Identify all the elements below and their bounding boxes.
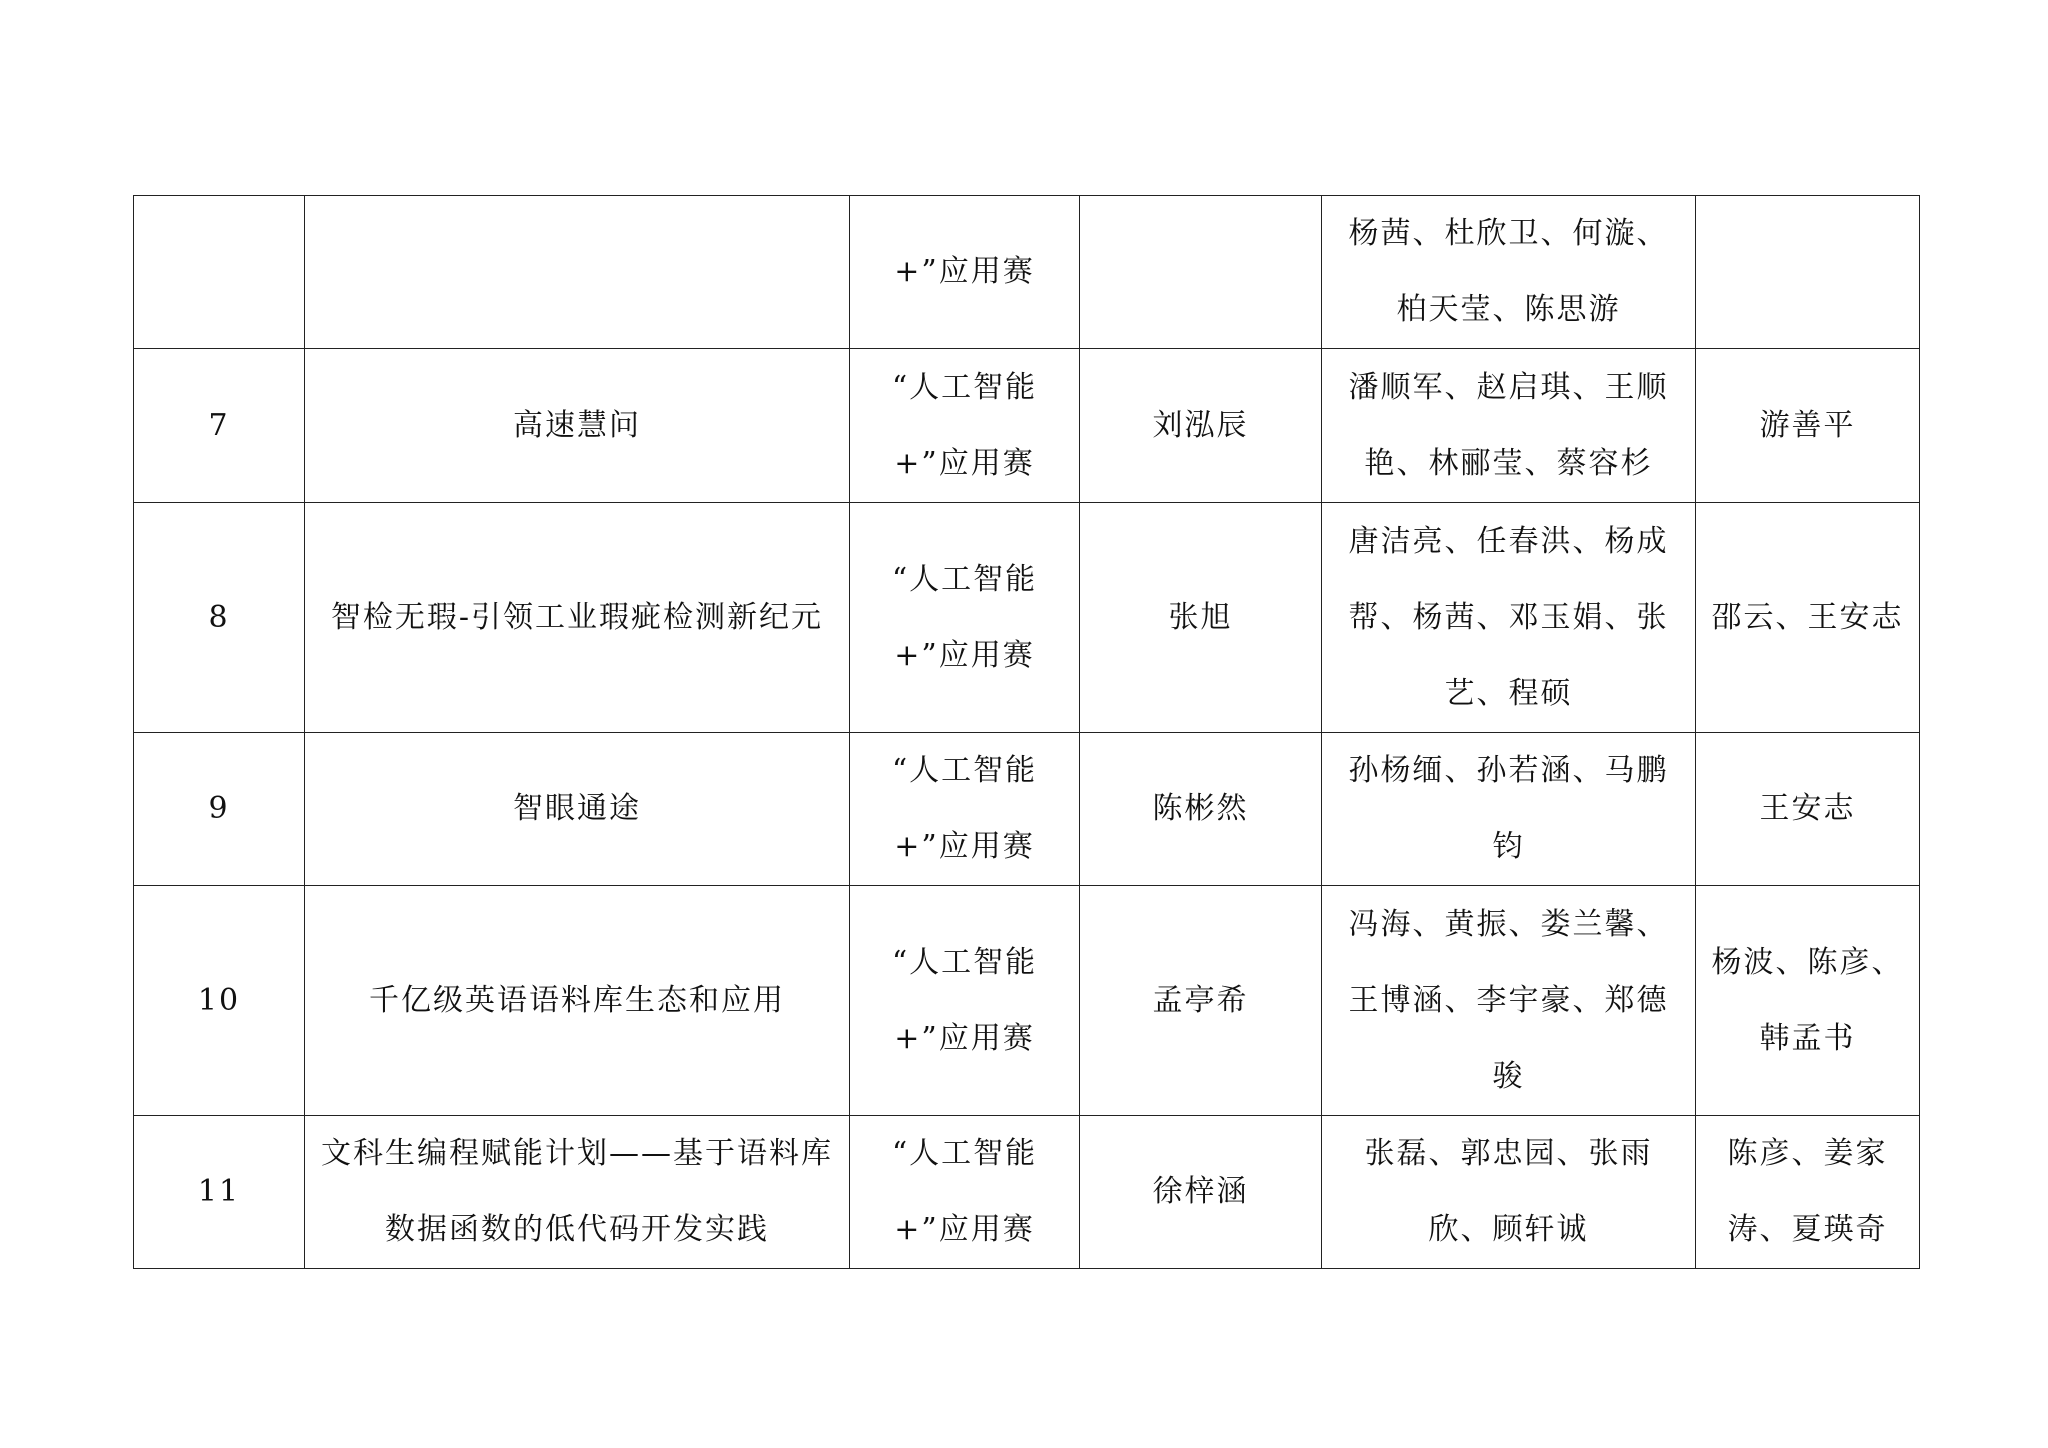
advisors-cell: 陈彦、姜家涛、夏瑛奇 <box>1696 1116 1920 1269</box>
track-cell: +”应用赛 <box>850 196 1080 349</box>
project-name-cell: 高速慧问 <box>305 349 850 503</box>
row-number-cell: 11 <box>134 1116 305 1269</box>
table-row <box>134 1116 1920 1269</box>
track-cell: “人工智能+”应用赛 <box>850 733 1080 886</box>
project-name-cell: 千亿级英语语料库生态和应用 <box>305 886 850 1116</box>
members-cell: 孙杨缅、孙若涵、马鹏钧 <box>1322 733 1696 886</box>
members-cell: 唐洁亮、任春洪、杨成帮、杨茜、邓玉娟、张艺、程硕 <box>1322 503 1696 733</box>
table-row <box>134 503 1920 733</box>
advisors-cell: 杨波、陈彦、韩孟书 <box>1696 886 1920 1116</box>
leader-cell <box>1080 196 1322 349</box>
members-cell: 冯海、黄振、娄兰馨、王博涵、李宇豪、郑德骏 <box>1322 886 1696 1116</box>
advisors-cell: 邵云、王安志 <box>1696 503 1920 733</box>
row-number-cell: 8 <box>134 503 305 733</box>
members-cell: 张磊、郭忠园、张雨欣、顾轩诚 <box>1322 1116 1696 1269</box>
project-roster-table <box>133 195 1920 1269</box>
leader-cell: 徐梓涵 <box>1080 1116 1322 1269</box>
row-number-cell: 10 <box>134 886 305 1116</box>
track-cell: “人工智能+”应用赛 <box>850 349 1080 503</box>
row-number-cell <box>134 196 305 349</box>
project-name-cell: 智检无瑕-引领工业瑕疵检测新纪元 <box>305 503 850 733</box>
leader-cell: 张旭 <box>1080 503 1322 733</box>
project-name-cell <box>305 196 850 349</box>
leader-cell: 孟亭希 <box>1080 886 1322 1116</box>
members-cell: 杨茜、杜欣卫、何漩、柏天莹、陈思游 <box>1322 196 1696 349</box>
row-number-cell: 7 <box>134 349 305 503</box>
project-name-cell: 智眼通途 <box>305 733 850 886</box>
table-row <box>134 196 1920 349</box>
track-cell: “人工智能+”应用赛 <box>850 886 1080 1116</box>
advisors-cell: 游善平 <box>1696 349 1920 503</box>
table-row <box>134 886 1920 1116</box>
row-number-cell: 9 <box>134 733 305 886</box>
table-row <box>134 733 1920 886</box>
project-name-cell: 文科生编程赋能计划——基于语料库数据函数的低代码开发实践 <box>305 1116 850 1269</box>
members-cell: 潘顺军、赵启琪、王顺艳、林郦莹、蔡容杉 <box>1322 349 1696 503</box>
table-row <box>134 349 1920 503</box>
track-cell: “人工智能+”应用赛 <box>850 503 1080 733</box>
leader-cell: 刘泓辰 <box>1080 349 1322 503</box>
track-cell: “人工智能+”应用赛 <box>850 1116 1080 1269</box>
advisors-cell: 王安志 <box>1696 733 1920 886</box>
advisors-cell <box>1696 196 1920 349</box>
leader-cell: 陈彬然 <box>1080 733 1322 886</box>
